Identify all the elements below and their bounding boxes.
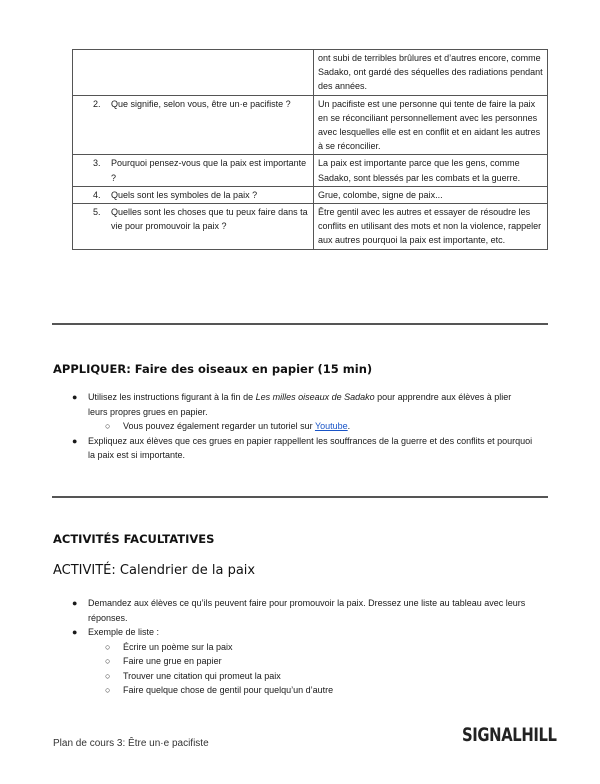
questions-table xyxy=(72,49,548,250)
list-item: ○ Trouver une citation qui promeut la paix xyxy=(53,669,533,684)
sub-bullet-icon: ○ xyxy=(105,685,111,695)
list-item: ○ Vous pouvez également regarder un tutoriel sur Youtube. xyxy=(53,419,533,434)
book-title: Les milles oiseaux de Sadako xyxy=(255,392,375,402)
question-number: 3. xyxy=(93,158,101,169)
answer-cell: ont subi de terribles brûlures et d’autres encore, comme Sadako, ont gardé des séquelles des radiations pendant des années. xyxy=(314,50,548,96)
list-item: ○ Faire une grue en papier xyxy=(53,654,533,669)
signalhill-logo: SIGNALHILL xyxy=(462,724,557,746)
question-number: 5. xyxy=(93,207,101,218)
section-divider xyxy=(52,496,548,498)
page-footer: Plan de cours 3: Être un·e pacifiste xyxy=(53,738,209,749)
question-text: Quels sont les symboles de la paix ? xyxy=(111,189,258,200)
answer-cell: Être gentil avec les autres et essayer de résoudre les conflits en utilisant des mots et non la violence, rappeler aux autres pourquoi la paix est importante, etc. xyxy=(314,204,548,250)
bullet-icon: ● xyxy=(72,392,78,402)
sub-bullet-icon: ○ xyxy=(105,656,111,666)
sub-bullet-icon: ○ xyxy=(105,641,111,652)
table-row xyxy=(73,204,548,250)
list-item: ○ Faire quelque chose de gentil pour quelqu’un d’autre xyxy=(53,683,533,698)
list-item: ○ Écrire un poème sur la paix xyxy=(53,640,533,655)
question-text: Pourquoi pensez-vous que la paix est importante ? xyxy=(111,158,307,183)
table-row xyxy=(73,155,548,186)
answer-cell: Grue, colombe, signe de paix... xyxy=(314,186,548,203)
question-cell xyxy=(73,95,314,155)
table-row xyxy=(73,50,548,96)
section-divider xyxy=(52,323,548,325)
list-item: ● Expliquez aux élèves que ces grues en papier rappellent les souffrances de la guerre et des conflits et pourquoi la paix est si importante. xyxy=(72,435,533,460)
facultatives-list xyxy=(53,596,533,698)
table-row xyxy=(73,95,548,155)
question-number: 4. xyxy=(93,189,101,200)
bullet-icon: ● xyxy=(72,627,78,637)
answer-cell: La paix est importante parce que les gens, comme Sadako, sont blessés par les combats et la guerre. xyxy=(314,155,548,186)
youtube-link[interactable]: Youtube xyxy=(314,421,348,431)
bullet-icon: ● xyxy=(72,435,78,446)
table-row xyxy=(73,186,548,203)
list-item: ● Exemple de liste : xyxy=(53,625,533,640)
list-item: ● Utilisez les instructions figurant à la fin de Les milles oiseaux de Sadako pour apprendre aux élèves à plier leurs propres grues en papier. xyxy=(72,392,512,417)
question-text: Que signifie, selon vous, être un·e pacifiste ? xyxy=(111,98,291,109)
facultatives-heading: ACTIVITÉS FACULTATIVES xyxy=(53,532,215,546)
question-cell xyxy=(73,204,314,250)
activity-heading: ACTIVITÉ: Calendrier de la paix xyxy=(53,563,256,578)
question-number: 2. xyxy=(93,98,101,109)
appliquer-heading: APPLIQUER: Faire des oiseaux en papier (15 min) xyxy=(53,362,373,376)
sub-bullet-icon: ○ xyxy=(105,421,111,431)
question-cell xyxy=(73,50,314,96)
question-cell xyxy=(73,186,314,203)
question-cell xyxy=(73,155,314,186)
bullet-icon: ● xyxy=(72,598,78,608)
question-text: Quelles sont les choses que tu peux faire dans ta vie pour promouvoir la paix ? xyxy=(111,207,308,232)
answer-cell: Un pacifiste est une personne qui tente de faire la paix en se réconciliant personnellement avec les personnes avec lesquelles elle est en conflit et en aidant les autres à se réconcilier. xyxy=(314,95,548,155)
appliquer-list xyxy=(53,390,533,463)
list-item: ● Demandez aux élèves ce qu’ils peuvent faire pour promouvoir la paix. Dressez une liste au tableau avec leurs réponses. xyxy=(72,598,526,623)
sub-bullet-icon: ○ xyxy=(105,670,111,681)
